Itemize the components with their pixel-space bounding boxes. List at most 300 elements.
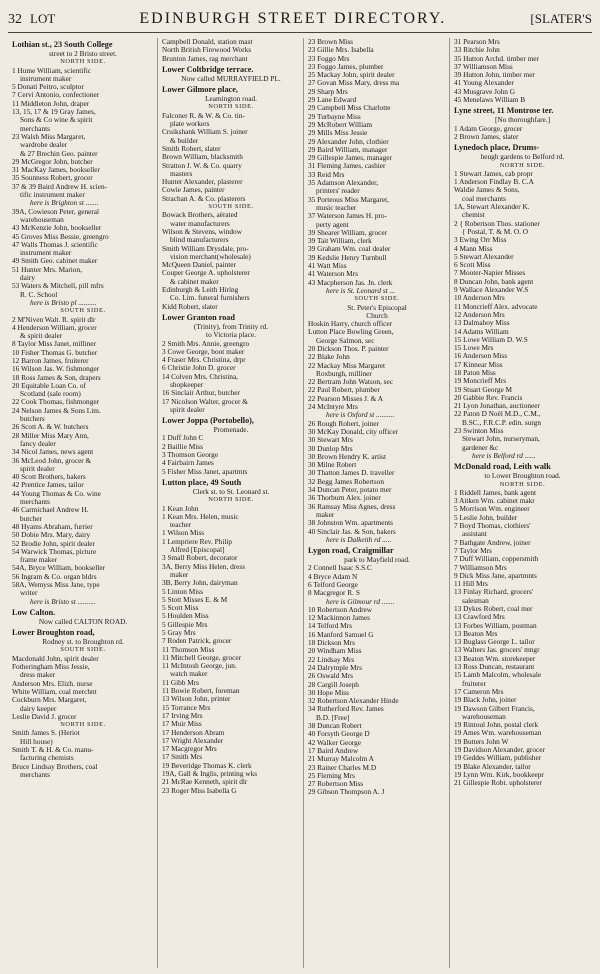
- entry-continuation: Scotland (sale room): [20, 390, 81, 399]
- directory-entry: 11 Moncrieff Alex. advocate: [454, 302, 538, 311]
- directory-entry: 35 Sounness Robert, grocer: [12, 174, 93, 183]
- street-subheading: Now called CALTON ROAD.: [38, 617, 128, 626]
- directory-entry: 52 Brodie John, spirit dealer: [12, 539, 95, 548]
- side-label: NORTH SIDE.: [499, 161, 546, 169]
- street-subheading: Rodney st. to Broughton rd.: [42, 638, 124, 647]
- directory-entry: 46 Carmichael Andrew H.: [12, 506, 89, 515]
- directory-entry: 42 Prentice James, tailor: [12, 481, 84, 490]
- directory-entry: 1 Duff John C: [162, 434, 204, 443]
- street-subheading: (Trinity), from Trinity rd.: [193, 322, 269, 331]
- directory-entry: 10 Fisher Thomas G. butcher: [12, 348, 98, 357]
- directory-entry: 38 Johnston Wm. apartments: [308, 519, 393, 528]
- directory-entry: 25 Mackay John, spirit dealer: [308, 71, 395, 80]
- directory-entry: 30 Thatton James D. traveller: [308, 469, 395, 478]
- directory-entry: 5 Stott Misses E. & M: [162, 595, 228, 604]
- cross-street-note: here is Dalkeith rd .....: [326, 535, 392, 544]
- directory-entry: 13 Dalmahoy Miss: [454, 319, 510, 328]
- directory-entry: 13 Forbes William, postman: [454, 621, 537, 630]
- directory-entry: 54A, Bryce William, bookseller: [12, 564, 105, 573]
- directory-entry: 13 Wilson John, printer: [162, 695, 231, 704]
- directory-entry: White William, coal merchnt: [12, 687, 97, 696]
- entry-continuation: coal merchants: [462, 194, 506, 203]
- directory-entry: 30 Milne Robert: [308, 461, 357, 470]
- directory-entry: 43 McKenzie John, bookseller: [12, 224, 102, 233]
- entry-continuation: salesman: [462, 596, 489, 605]
- entry-continuation: & builder: [170, 136, 199, 145]
- entry-continuation: butchers: [20, 415, 45, 424]
- directory-entry: 29 McGregor John, butcher: [12, 157, 93, 166]
- directory-entry: 50 Dobie Mrs. Mary, dairy: [12, 531, 91, 540]
- directory-entry: 22 Blake John: [308, 353, 350, 362]
- publisher-label: [SLATER'S: [530, 11, 592, 26]
- directory-entry: 13 Ross Duncan, restaurant: [454, 663, 535, 672]
- directory-entry: 31 Fleming James, cashier: [308, 162, 386, 171]
- directory-entry: 28 Miller Miss Mary Ann,: [12, 431, 89, 440]
- directory-entry: 37 Williamson Miss: [454, 62, 513, 71]
- entry-continuation: fruiterer: [462, 679, 486, 688]
- directory-entry: 58A, Wemyss Miss Jane, type: [12, 581, 100, 589]
- directory-entry: 24 McIntyre Mrs: [308, 403, 358, 412]
- directory-entry: 41 Waterson Mrs: [308, 270, 358, 279]
- street-heading: Lygon road, Craigmillar: [308, 546, 394, 556]
- directory-entry: 18 Paton Miss: [454, 368, 496, 377]
- directory-entry: 29 Mills Miss Jessie: [308, 129, 368, 138]
- street-heading: McDonald road, Leith walk: [454, 462, 551, 472]
- directory-entry: 4 Fraser Mrs. Christina, drpr: [162, 356, 246, 365]
- entry-continuation: watch maker: [170, 670, 208, 679]
- directory-entry: 35 Porteous Miss Margaret,: [308, 195, 389, 204]
- directory-entry: Wilson & Stevens, window: [162, 227, 242, 236]
- directory-entry: 29 Turbayne Miss: [308, 112, 361, 121]
- directory-entry: 15 Lamb Malcolm, wholesale: [454, 671, 542, 680]
- directory-entry: 22 Mackay Miss Margaret: [308, 361, 386, 370]
- directory-entry: 13 Beaton Mrs: [454, 629, 498, 638]
- directory-entry: 19A, Gall & Inglis, printing wks: [162, 770, 258, 779]
- directory-entry: 30 Brown Hendry K. artist: [308, 452, 387, 461]
- cross-street-note: here is Gilmour rd .......: [326, 597, 395, 606]
- directory-entry: 22 Paul Robert, plumber: [308, 386, 380, 395]
- directory-entry: 11 Gibb Mrs: [162, 678, 200, 687]
- directory-entry: North British Firewood Works: [162, 46, 252, 55]
- directory-entry: 7 Boyd Thomas, clothiers': [454, 522, 531, 531]
- directory-entry: 4 Henderson William, grocer: [12, 323, 97, 332]
- directory-entry: 23 Gillie Mrs. Isabella: [308, 46, 374, 55]
- entry-continuation: warehouseman: [462, 712, 506, 721]
- directory-entry: 39 Shearer William, grocer: [308, 228, 387, 237]
- directory-entry: 12 Barron James, fruiterer: [12, 356, 89, 365]
- directory-entry: 1 Wilson Miss: [162, 529, 205, 538]
- directory-entry: 5 Stewart Alexander: [454, 252, 514, 261]
- directory-entry: 28 Cargill Joseph: [308, 680, 359, 689]
- directory-entry: 48 Hyams Abraham, furrier: [12, 522, 93, 531]
- directory-entry: 29 Sharp Mrs: [308, 87, 348, 96]
- street-heading: Lynedoch place, Drums-: [454, 143, 540, 153]
- directory-entry: 7 Bathgate Andrew, joiner: [454, 538, 531, 547]
- directory-entry: 3 Thomson George: [162, 451, 219, 460]
- entry-continuation: merchants: [20, 770, 50, 779]
- directory-entry: 5 Donati Peitro, sculptor: [12, 83, 84, 92]
- directory-entry: 26 Rough Robert, joiner: [308, 419, 379, 428]
- directory-entry: 15 Torrance Mrs: [162, 703, 211, 712]
- directory-entry: 45 Menelaws William B: [454, 96, 526, 105]
- cross-street-note: here is Oxford st ..........: [326, 411, 395, 420]
- directory-entry: 11 Middleton John, draper: [12, 99, 90, 108]
- directory-entry: 4 Fairbairn James: [162, 459, 214, 468]
- directory-entry: 35 Adamson Alexander,: [308, 179, 379, 188]
- side-label: SOUTH SIDE.: [60, 307, 106, 315]
- directory-entry: 19 Davidson Alexander, grocer: [454, 746, 545, 755]
- directory-entry: 5 Leslie John, builder: [454, 513, 518, 522]
- directory-entry: Bruce Lindsay Brothers, coal: [12, 762, 98, 771]
- directory-entry: 5 Linton Miss: [162, 587, 203, 596]
- directory-entry: Smith Robert, slater: [162, 144, 221, 153]
- directory-entry: Cruikshank William S. joiner: [162, 128, 248, 137]
- directory-entry: 8 Taylor Miss Janet, milliner: [12, 340, 96, 349]
- entry-continuation: warehouseman: [20, 215, 64, 224]
- directory-entry: 44 Young Thomas & Co. wine: [12, 489, 101, 498]
- directory-entry: 24 Dalrymple Mrs: [308, 663, 362, 672]
- directory-entry: 39 Kedslie Henry Turnbull: [308, 253, 387, 262]
- entry-continuation: dress maker: [20, 671, 56, 680]
- directory-entry: Smith James S. (Heriot: [12, 729, 80, 738]
- entry-continuation: spirit dealer: [170, 405, 205, 414]
- entry-continuation: George Salmon, sec: [316, 336, 375, 345]
- directory-entry: 5 Scott Miss: [162, 604, 199, 613]
- directory-entry: 5 Morrison Wm. engineer: [454, 505, 530, 514]
- directory-entry: 5 Gray Mrs: [162, 629, 196, 637]
- directory-entry: 30 Stewart Mrs: [308, 436, 353, 445]
- directory-entry: 29 Baird William, manager: [308, 145, 388, 154]
- directory-entry: 23 Rainer Charles M.D: [308, 763, 377, 772]
- entry-continuation: B.SC., F.R.C.P. edin. surgn: [462, 418, 541, 427]
- entry-continuation: dairy: [20, 274, 35, 283]
- street-subheading: to Lower Broughton road.: [484, 472, 561, 481]
- directory-entry: Couper George A. upholsterer: [162, 269, 250, 278]
- street-heading: Lower Gilmore place,: [162, 85, 238, 95]
- directory-entry: 17 Henderson Abram: [162, 728, 225, 737]
- entry-continuation: instrument maker: [20, 249, 72, 258]
- entry-continuation: Co. Lim. funeral furnishers: [170, 294, 250, 303]
- directory-entry: 17 Muir Miss: [162, 720, 202, 729]
- side-label: SOUTH SIDE.: [354, 295, 400, 303]
- directory-entry: 1 Kean John: [162, 504, 199, 513]
- directory-entry: 23 Foggo James, plumber: [308, 62, 384, 71]
- directory-entry: 1A, Stewart Alexander K.: [454, 203, 530, 212]
- directory-entry: 31 MacKay James, bookseller: [12, 166, 100, 175]
- directory-entry: 39 Tait William, clerk: [308, 237, 372, 246]
- street-subheading: Clerk st. to St. Leonard st.: [192, 487, 270, 496]
- entry-continuation: spirit dealer: [20, 464, 55, 473]
- directory-entry: 17 Smith Mrs: [162, 753, 203, 762]
- directory-entry: 3A, Berry Miss Helen, dress: [162, 562, 246, 571]
- directory-entry: 29 Lane Edward: [308, 96, 357, 105]
- directory-entry: Smith T. & H. & Co. manu-: [12, 746, 94, 755]
- directory-entry: 19 Moncrieff Mrs: [454, 377, 507, 386]
- directory-entry: 30 Hope Miss: [308, 688, 349, 697]
- entry-continuation: Sons & Co wine & spirit: [20, 116, 93, 125]
- entry-continuation: Roxburgh, milliner: [316, 369, 372, 378]
- entry-continuation: Stewart John, nurseryman,: [462, 435, 540, 444]
- directory-entry: 11 Mitchell George, grocer: [162, 653, 242, 662]
- directory-entry: 17 Macgregor Mrs: [162, 745, 217, 754]
- directory-entry: 13, 15, 17 & 19 Gray James,: [12, 108, 96, 117]
- entry-continuation: maker: [170, 570, 189, 579]
- directory-entry: 29 Campbell Miss Charlotte: [308, 104, 391, 113]
- directory-entry: 43 Musgrave John G: [454, 87, 516, 96]
- directory-entry: 39 Graham Wm. coal dealer: [308, 245, 391, 254]
- directory-entry: 3 Small Robert, decorator: [162, 554, 238, 563]
- directory-entry: 40 Scott Brothers, bakers: [12, 473, 86, 482]
- entry-continuation: vision merchant(wholesale): [170, 252, 251, 261]
- entry-continuation: Alfred [Episcopal]: [170, 546, 225, 555]
- directory-entry: 5 Houlden Miss: [162, 612, 209, 621]
- directory-entry: 40 Sinclair Jas. & Son, bakers: [308, 527, 396, 536]
- directory-entry: Falconer R. & W. & Co. tin-: [162, 111, 245, 120]
- directory-entry: 14 Telford Mrs: [308, 622, 352, 631]
- street-subheading: Leamington road.: [205, 95, 257, 104]
- directory-entry: 1 Stewart James, cab propr: [454, 169, 533, 178]
- directory-entry: 49 Smith Geo. cabinet maker: [12, 257, 98, 266]
- street-subheading: Church: [366, 311, 388, 320]
- directory-entry: 41 Young Alexander: [454, 79, 514, 88]
- directory-entry: Smith William Drysdale, pro-: [162, 244, 249, 253]
- directory-entry: 11 Bowie Robert, foreman: [162, 687, 240, 696]
- directory-entry: Edinburgh & Leith Hiring: [162, 286, 239, 295]
- directory-entry: 7 Mooter-Napier Misses: [454, 269, 526, 278]
- entry-continuation: music teacher: [316, 203, 357, 212]
- directory-entry: 2 Smith Mrs. Annie, greengro: [162, 339, 250, 348]
- directory-entry: Anderson Mrs. Elizh. nurse: [12, 679, 93, 688]
- directory-entry: 17 Cameron Mrs: [454, 687, 504, 696]
- entry-continuation: tific instrument maker: [20, 191, 85, 200]
- directory-entry: Fotheringham Miss Jessie,: [12, 663, 90, 672]
- directory-entry: 20 Gabbie Rev. Francis: [454, 393, 523, 402]
- directory-entry: 32 Robertson Alexander Hinde: [308, 697, 399, 706]
- directory-entry: 27 Robertson Miss: [308, 780, 364, 789]
- directory-entry: 11 Thomson Miss: [162, 645, 215, 654]
- street-heading: Lower Granton road: [162, 312, 235, 322]
- column-3: [304, 38, 450, 968]
- directory-entry: 7 Williamson Mrs: [454, 563, 507, 572]
- directory-entry: 14 Colven Mrs. Christina,: [162, 372, 239, 381]
- directory-entry: 23 Roger Miss Isabella G: [162, 786, 237, 795]
- directory-entry: 36 Ramsay Miss Agnes, dress: [308, 502, 396, 511]
- side-label: NORTH SIDE.: [60, 721, 106, 729]
- entry-continuation: wardrobe dealer: [20, 141, 68, 150]
- directory-entry: 37 & 39 Baird Andrew H. scien-: [12, 182, 108, 191]
- directory-entry: 40 Forsyth George D: [308, 730, 370, 739]
- directory-entry: 8 Macgregor R. S: [308, 589, 360, 598]
- page-title: EDINBURGH STREET DIRECTORY.: [139, 10, 447, 27]
- entry-continuation: blind manufacturers: [170, 236, 229, 245]
- directory-entry: 8 Duncan John, bank agent: [454, 277, 534, 286]
- directory-entry: 20 Dickson Thos. P. painter: [308, 344, 389, 353]
- entry-continuation: facturing chemists: [20, 754, 74, 763]
- directory-entry: 33 Reid Mrs: [308, 170, 345, 179]
- street-heading: Lyne street, 11 Montrose ter.: [454, 106, 554, 116]
- directory-entry: 16 Anderson Miss: [454, 352, 508, 361]
- directory-entry: 56 Ingram & Co. organ bldrs: [12, 572, 97, 581]
- directory-entry: 34 Rutherford Rev. James: [308, 705, 384, 714]
- directory-entry: 23 Foggo Mrs: [308, 54, 350, 63]
- directory-entry: 22 Pearson Misses J. & A: [308, 394, 383, 403]
- directory-entry: 21 McRae Kenneth, spirit dlr: [162, 778, 248, 787]
- directory-entry: 3 Ewing Orr Miss: [454, 236, 507, 245]
- directory-entry: 7 Taylor Mrs: [454, 546, 492, 555]
- cross-street-note: here is St. Leonard st ...: [326, 286, 395, 295]
- directory-entry: 2 { Robertson Thos. stationer: [454, 219, 540, 228]
- side-label: SOUTH SIDE.: [208, 203, 254, 211]
- directory-entry: 9 Wallace Alexander W.S: [454, 286, 529, 295]
- directory-entry: 54 Warwick Thomas, picture: [12, 547, 97, 556]
- directory-entry: 53 Waters & Mitchell, pill mfrs: [12, 282, 104, 291]
- directory-entry: 30 Dunlop Mrs: [308, 444, 353, 453]
- directory-entry: 19 Stuart George M: [454, 385, 513, 394]
- entry-continuation: R. C. School: [20, 290, 58, 299]
- directory-entry: 31 Pearson Mrs: [454, 38, 500, 46]
- directory-entry: 16 Wilson Jas. W. fishmonger: [12, 365, 100, 374]
- directory-entry: 29 Gillespie James, manager: [308, 154, 392, 163]
- directory-entry: Brown William, blacksmith: [162, 153, 243, 162]
- side-label: NORTH SIDE.: [60, 58, 106, 66]
- entry-continuation: B.D. [Free]: [316, 713, 350, 722]
- directory-entry: 16 Sinclair Arthur, butcher: [162, 389, 240, 398]
- directory-entry: 1 Lempriere Rev. Philip: [162, 537, 233, 546]
- directory-entry: 34 Duncan Peter, potato mer: [308, 486, 392, 495]
- directory-entry: Hunter Alexander, plasterer: [162, 178, 243, 187]
- entry-continuation: Hill house): [20, 737, 53, 746]
- side-label: NORTH SIDE.: [208, 496, 254, 504]
- directory-entry: 17 Kinnear Miss: [454, 360, 503, 369]
- directory-entry: 13 Beaton Wm. storekeeper: [454, 654, 536, 663]
- directory-entry: 4 Mann Miss: [454, 244, 493, 253]
- directory-entry: Hoskin Harry, church officer: [308, 320, 393, 329]
- street-heading: Lothian st., 23 South College: [12, 40, 113, 49]
- directory-entry: 35 Hutton Archd. timber mer: [454, 54, 539, 63]
- entry-continuation: maker: [316, 510, 335, 519]
- entry-continuation: fancy dealer: [20, 439, 56, 448]
- directory-entry: Cockburn Mrs. Margaret,: [12, 696, 87, 705]
- directory-entry: Stratton J. W. & Co. quarry: [162, 161, 242, 170]
- directory-entry: Bowack Brothers, aërated: [162, 211, 238, 220]
- directory-entry: 13 Walters Jas. grocers' mngr: [454, 646, 540, 655]
- directory-entry: 12 Anderson Mrs: [454, 310, 505, 319]
- column-4: [450, 38, 594, 968]
- page-header: [8, 6, 592, 33]
- directory-entry: 13 Dykes Robert, coal mer: [454, 605, 533, 613]
- street-heading: Lower Coltbridge terrace.: [162, 64, 254, 74]
- entry-continuation: printers' reader: [316, 187, 360, 196]
- directory-entry: 19 Butters John W: [454, 737, 509, 746]
- directory-entry: 17 Nicolson Walter, grocer &: [162, 397, 248, 406]
- directory-entry: 19 Geddes William, publisher: [454, 754, 542, 763]
- entry-continuation: & cabinet maker: [170, 277, 219, 286]
- directory-entry: 15 Lowe Mrs: [454, 344, 494, 353]
- directory-entry: 19 Lynn Wm. Kirk, bookkeepr: [454, 770, 544, 779]
- directory-entry: Waldie James & Sons,: [454, 186, 520, 195]
- directory-entry: 32 Begg James Robertson: [308, 477, 385, 486]
- directory-entry: 22 Cook Thomas, fishmonger: [12, 398, 100, 407]
- entry-continuation: merchants: [20, 498, 50, 507]
- directory-entry: 23 Walsh Miss Margaret,: [12, 132, 86, 141]
- directory-entry: Brunton James, rag merchant: [162, 54, 248, 63]
- cross-street-note: here is Bristo st ..........: [30, 597, 96, 606]
- directory-entry: 21 Gillespie Robt. upholsterer: [454, 779, 542, 788]
- directory-entry: 25 Fleming Mrs: [308, 771, 356, 780]
- directory-entry: Macdonald John, spirit dealer: [12, 654, 99, 663]
- directory-entry: McQueen Daniel, painter: [162, 261, 236, 270]
- cross-street-note: here is Brighton st .......: [30, 199, 99, 208]
- directory-entry: 42 Walker George: [308, 738, 362, 747]
- entry-continuation: butcher: [20, 514, 42, 523]
- directory-entry: 2 Connell Isaac S.S.C: [308, 564, 372, 573]
- directory-entry: 13 Finlay Richard, grocers': [454, 588, 534, 597]
- directory-entry: 22 Bertram John Watson, sec: [308, 378, 394, 387]
- directory-entry: 20 Windham Miss: [308, 647, 362, 656]
- directory-entry: 3 Cowe George, boot maker: [162, 347, 245, 356]
- directory-entry: 12 Mackinnon James: [308, 614, 371, 623]
- entry-continuation: plate workers: [170, 120, 210, 129]
- directory-entry: 43 Macpherson Jas. Jn. clerk: [308, 278, 393, 287]
- directory-entry: 6 Telford George: [308, 581, 358, 589]
- entry-continuation: gardener &c: [462, 443, 499, 452]
- street-subheading: Promenade.: [213, 426, 249, 435]
- directory-entry: 19 Black John, joiner: [454, 696, 517, 705]
- directory-entry: 45 Groves Miss Bessie, greengro: [12, 232, 109, 241]
- directory-entry: 1 Kean Mrs. Helen, music: [162, 512, 239, 521]
- column-1: [8, 38, 158, 968]
- directory-entry: Kidd Robert, slater: [162, 302, 218, 311]
- street-heading: Low Calton.: [12, 607, 56, 617]
- directory-entry: 10 Anderson Mrs: [454, 294, 505, 303]
- directory-entry: 1 Adam George, grocer: [454, 124, 523, 133]
- directory-entry: 4 Bryce Adam N: [308, 572, 358, 581]
- directory-entry: 19 Rintoul John, postal clerk: [454, 721, 539, 730]
- directory-entry: 23 Swinton Miss: [454, 427, 504, 436]
- directory-entry: 14 Adams William: [454, 327, 509, 336]
- directory-entry: 10 Robertson Andrew: [308, 605, 373, 614]
- street-heading: Lower Joppa (Portobello),: [162, 416, 254, 426]
- directory-entry: 7 Cervi Antonio, confectioner: [12, 91, 100, 100]
- directory-entry: 19 Dawson Gilbert Francis,: [454, 704, 535, 713]
- directory-entry: 22 Lindsay Mrs: [308, 655, 355, 664]
- directory-entry: 27 Govan Miss Mary, dress ma: [308, 79, 400, 88]
- directory-entry: 23 Brown Miss: [308, 38, 354, 46]
- entry-continuation: frame maker: [20, 556, 58, 565]
- directory-entry: 16 Manford Samuel G: [308, 630, 374, 639]
- directory-entry: 7 Duff William, coppersmith: [454, 555, 539, 564]
- directory-entry: 5 Gillespie Mrs: [162, 620, 208, 629]
- entry-continuation: instrument maker: [20, 74, 72, 83]
- directory-entry: 20 Equitable Loan Co. of: [12, 381, 86, 390]
- directory-entry: 19 Blake Alexander, tailor: [454, 762, 531, 771]
- directory-entry: Campbell Donald, station mast: [162, 38, 253, 46]
- page-number-group: [8, 10, 55, 28]
- directory-entry: 21 Murray Malcolm A: [308, 755, 374, 764]
- street-subheading: St. Peter's Episcopal: [347, 303, 407, 312]
- directory-entry: 6 Christie John D. grocer: [162, 364, 236, 373]
- directory-entry: 11 McIntosh George, jun.: [162, 662, 237, 671]
- entry-continuation: shopkeeper: [170, 380, 204, 389]
- street-heading: Lutton place, 49 South: [162, 477, 242, 487]
- directory-entry: 29 McRobert William: [308, 120, 373, 129]
- directory-entry: 19 Beveridge Thomas K. clerk: [162, 761, 252, 770]
- directory-entry: 22 Paton D Noël M.D., C.M.,: [454, 410, 541, 419]
- directory-entry: 37 Waterson James H. pro-: [308, 212, 387, 221]
- entry-continuation: & 27 Brechin Geo. painter: [20, 149, 98, 158]
- directory-entry: 19 Ames Wm. warehouseman: [454, 729, 542, 738]
- directory-columns: [8, 38, 594, 968]
